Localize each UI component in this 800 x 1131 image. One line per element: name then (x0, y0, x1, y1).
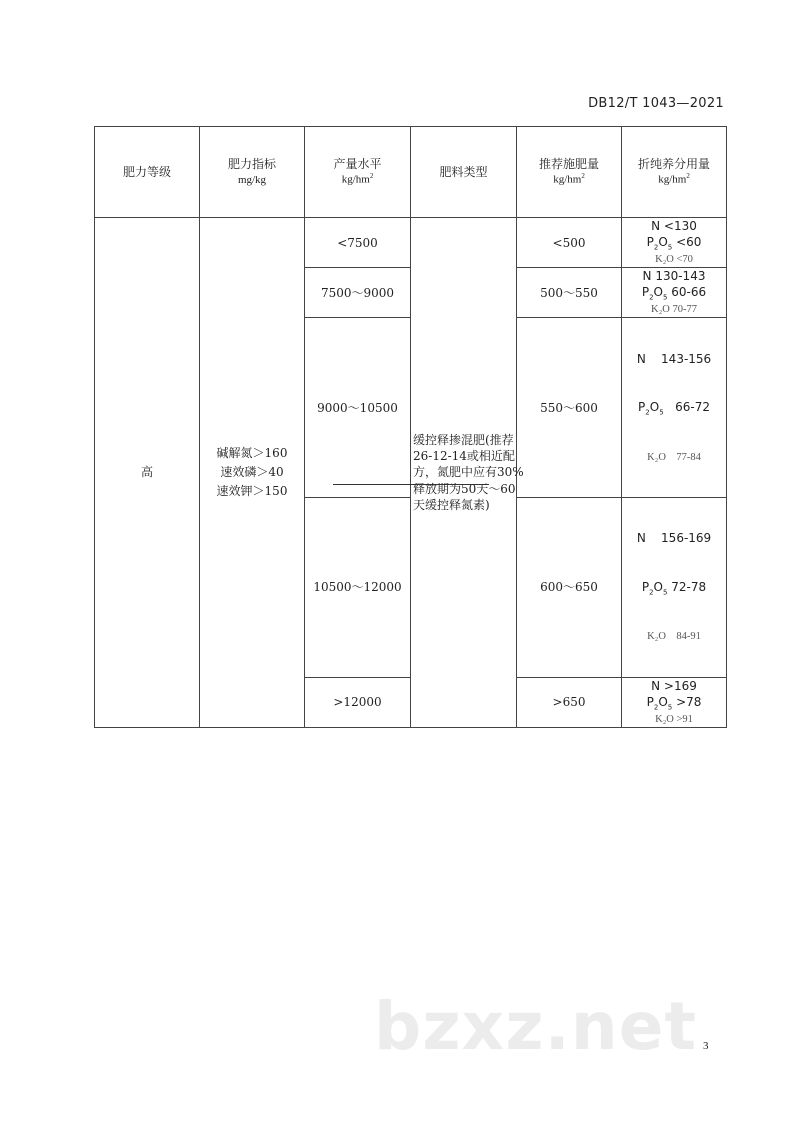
fertilizer-type-cell: 缓控释掺混肥(推荐 26-12-14或相近配 方，氮肥中应有30% 释放期为50天～60 天缓控释氮素) (411, 218, 517, 728)
header-pure-nutrient: 折纯养分用量 $kg/hm^2$ (622, 127, 727, 218)
recommended-rate-cell: 550～600 (517, 318, 622, 498)
watermark: bzxz.net (374, 988, 698, 1065)
yield-level-cell: 10500～12000 (305, 498, 411, 678)
header-fertility-index: 肥力指标 mg/kg (200, 127, 305, 218)
document-code: DB12/T 1043—2021 (588, 96, 724, 111)
fertilizer-recommendation-table (94, 126, 727, 728)
header-fertilizer-type: 肥料类型 (411, 127, 517, 218)
end-of-document-rule (333, 484, 489, 485)
yield-level-cell: 9000～10500 (305, 318, 411, 498)
page-number: 3 (703, 1040, 709, 1052)
pure-nutrient-cell: N >169 $P_2O_5 >78$ K₂O >91 (622, 677, 727, 727)
pure-nutrient-cell: N <130 $P_2O_5 <60$ K₂O <70 (622, 218, 727, 268)
yield-level-cell: >12000 (305, 677, 411, 727)
recommended-rate-cell: <500 (517, 218, 622, 268)
header-fertility-grade: 肥力等级 (95, 127, 200, 218)
pure-nutrient-cell: N 130-143 $P_2O_5$ 60-66 K₂O 70-77 (622, 268, 727, 318)
table-header-row (95, 127, 727, 218)
fertility-grade-cell: 高 (95, 218, 200, 728)
recommended-rate-cell: 600～650 (517, 498, 622, 678)
recommended-rate-cell: 500～550 (517, 268, 622, 318)
pure-nutrient-cell: N 156-169 $P_2O_5$ 72-78 K₂O 84-91 (622, 498, 727, 678)
header-yield-level: 产量水平 $kg/hm^2$ (305, 127, 411, 218)
fertility-index-cell: 碱解氮＞160 速效磷＞40 速效钾＞150 (200, 218, 305, 728)
yield-level-cell: 7500～9000 (305, 268, 411, 318)
pure-nutrient-cell: N 143-156 $P_2O_5$ 66-72 K₂O 77-84 (622, 318, 727, 498)
yield-level-cell: <7500 (305, 218, 411, 268)
header-recommended-rate: 推荐施肥量 $kg/hm^2$ (517, 127, 622, 218)
table-row (95, 218, 727, 268)
recommended-rate-cell: >650 (517, 677, 622, 727)
